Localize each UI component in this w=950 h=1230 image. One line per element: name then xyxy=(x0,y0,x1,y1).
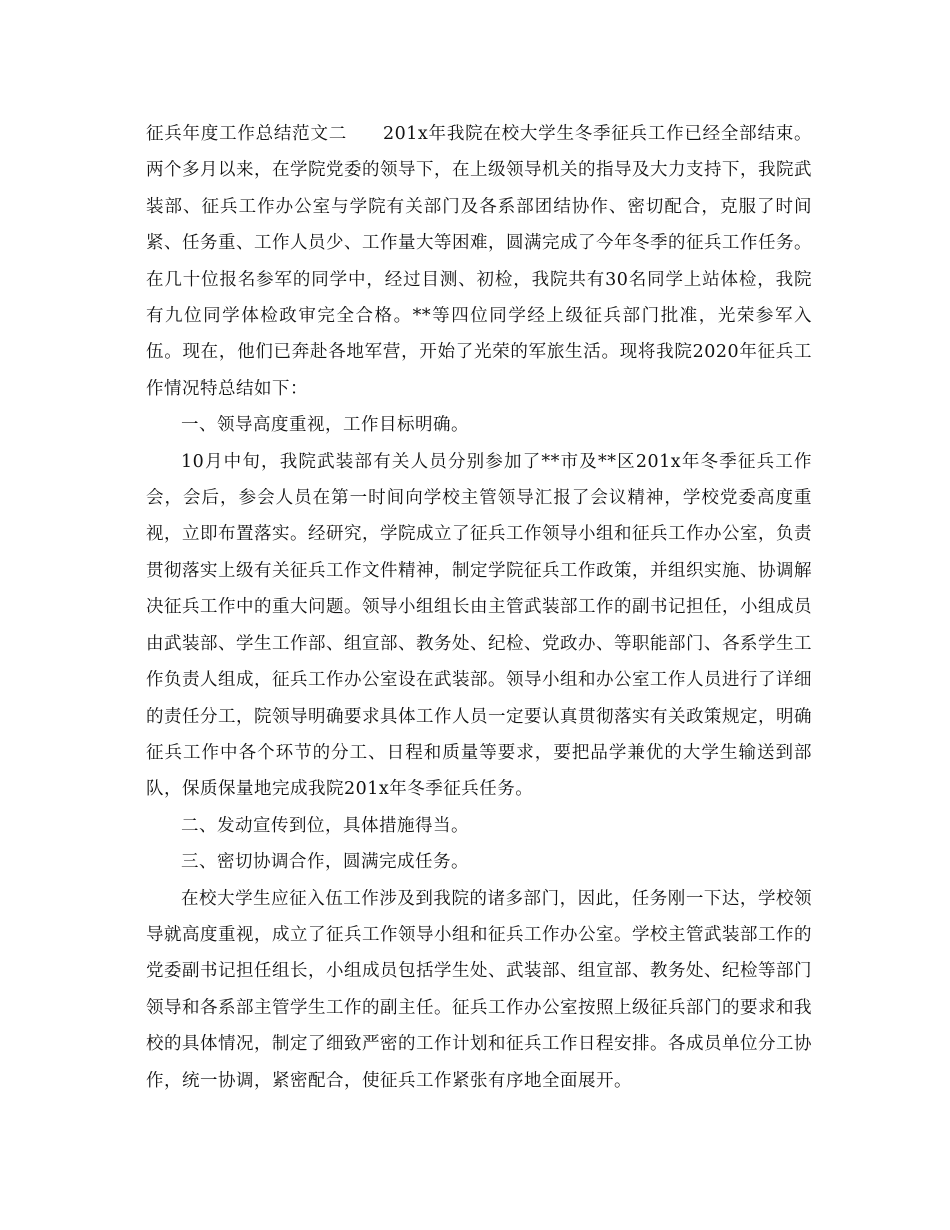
document-title: 征兵年度工作总结范文二 xyxy=(146,124,347,144)
body-paragraph-2: 在校大学生应征入伍工作涉及到我院的诸多部门，因此，任务刚一下达，学校领导就高度重视，成立了征兵工作领导小组和征兵工作办公室。学校主管武装部工作的党委副书记担任组长，小组成员包括学生处、武装部、组宣部、教务处、纪检等部门领导和各系部主管学生工作的副主任。征兵工作办公室按照上级征兵部门的要求和我校的具体情况，制定了细致严密的工作计划和征兵工作日程安排。各成员单位分工协作，统一协调，紧密配合，使征兵工作紧张有序地全面展开。 xyxy=(146,888,812,1091)
intro-paragraph xyxy=(146,116,812,407)
section-heading-2: 二、发动宣传到位，具体措施得当。 xyxy=(181,815,469,836)
section-heading-1: 一、领导高度重视，工作目标明确。 xyxy=(181,415,469,436)
body-paragraph-1: 10月中旬，我院武装部有关人员分别参加了**市及**区201x年冬季征兵工作会，会后，参会人员在第一时间向学校主管领导汇报了会议精神，学校党委高度重视，立即布置落实。经研究，学院成立了征兵工作领导小组和征兵工作办公室，负责贯彻落实上级有关征兵工作文件精神，制定学院征兵工作政策，并组织实施、协调解决征兵工作中的重大问题。领导小组组长由主管武装部工作的副书记担任，小组成员由武装部、学生工作部、组宣部、教务处、纪检、党政办、等职能部门、各系学生工作负责人组成，征兵工作办公室设在武装部。领导小组和办公室工作人员进行了详细的责任分工，院领导明确要求具体工作人员一定要认真贯彻落实有关政策规定，明确征兵工作中各个环节的分工、日程和质量等要求，要把品学兼优的大学生输送到部队，保质保量地完成我院201x年冬季征兵任务。 xyxy=(146,451,812,800)
section-heading-3: 三、密切协调合作，圆满完成任务。 xyxy=(181,852,469,873)
intro-text: 201x年我院在校大学生冬季征兵工作已经全部结束。两个多月以来，在学院党委的领导下，在上级领导机关的指导及大力支持下，我院武装部、征兵工作办公室与学院有关部门及各系部团结协作、密切配合，克服了时间紧、任务重、工作人员少、工作量大等困难，圆满完成了今年冬季的征兵工作任务。在几十位报名参军的同学中，经过目测、初检，我院共有30名同学上站体检，我院有九位同学体检政审完全合格。**等四位同学经上级征兵部门批准，光荣参军入伍。现在，他们已奔赴各地军营，开始了光荣的军旅生活。现将我院2020年征兵工作情况特总结如下： xyxy=(146,124,812,399)
document-body xyxy=(146,116,812,1099)
